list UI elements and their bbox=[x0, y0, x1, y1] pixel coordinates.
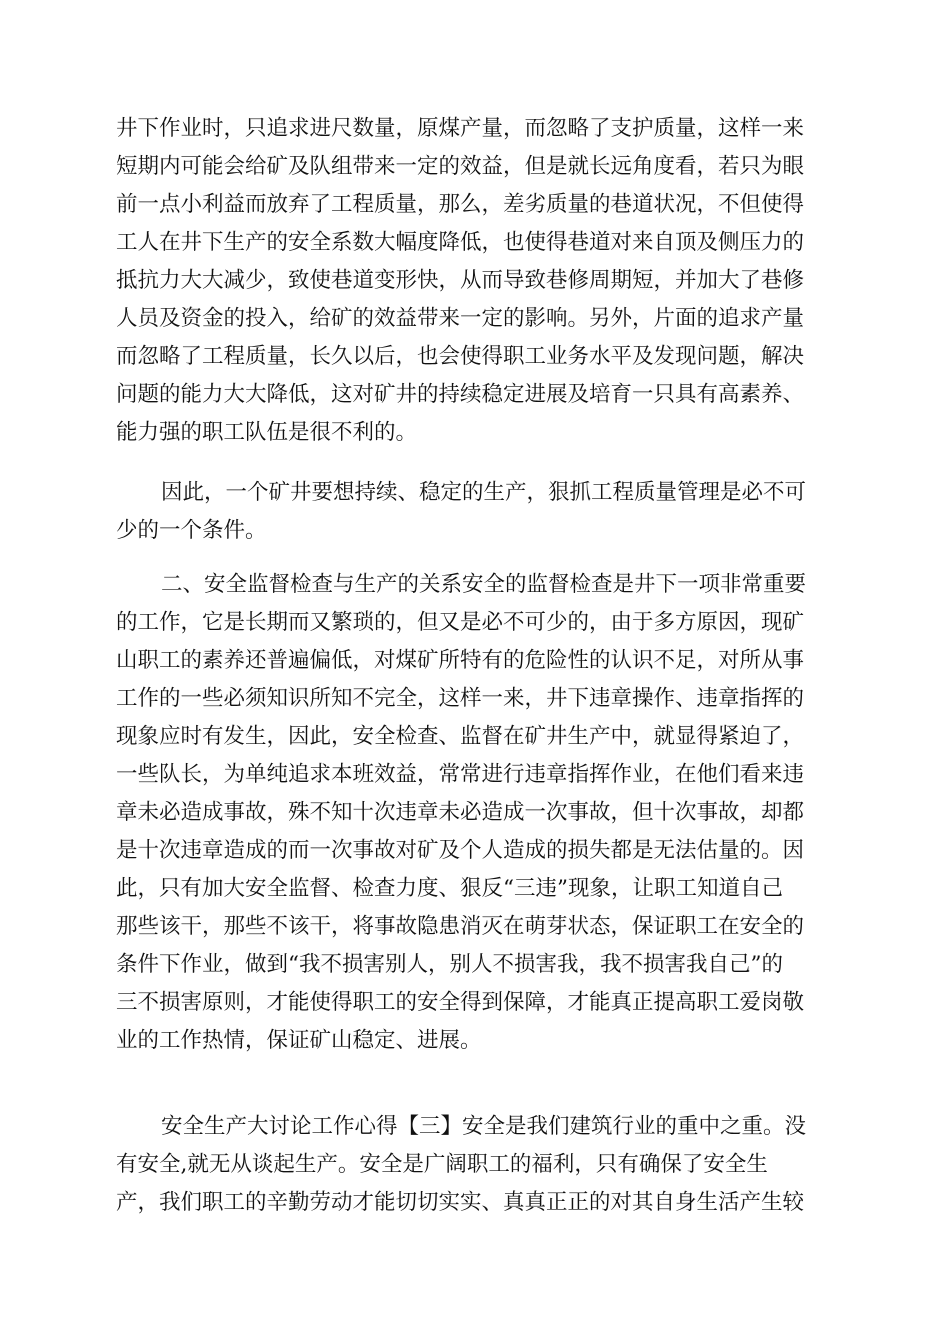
text-line: 短期内可能会给矿及队组带来一定的效益，但是就长远角度看，若只为眼 bbox=[116, 154, 805, 179]
text-line: 安全生产大讨论工作心得【三】安全是我们建筑行业的重中之重。没 bbox=[161, 1114, 807, 1139]
text-line: 二、安全监督检查与生产的关系安全的监督检查是井下一项非常重要 bbox=[161, 572, 807, 597]
text-line: 而忽略了工程质量，长久以后，也会使得职工业务水平及发现问题，解决 bbox=[116, 344, 805, 369]
text-line: 章未必造成事故，殊不知十次违章未必造成一次事故，但十次事故，却都 bbox=[116, 800, 805, 825]
text-line: 前一点小利益而放弃了工程质量，那么，差劣质量的巷道状况，不但使得 bbox=[116, 192, 805, 217]
text-line: 那些该干，那些不该干，将事故隐患消灭在萌芽状态，保证职工在安全的 bbox=[116, 914, 805, 939]
text-line: 问题的能力大大降低，这对矿井的持续稳定进展及培育一只具有高素养、 bbox=[116, 382, 805, 407]
text-line: 工作的一些必须知识所知不完全，这样一来，井下违章操作、违章指挥的 bbox=[116, 686, 805, 711]
text-line: 井下作业时，只追求进尺数量，原煤产量，而忽略了支护质量，这样一来 bbox=[116, 116, 805, 141]
text-line: 抵抗力大大减少，致使巷道变形快，从而导致巷修周期短，并加大了巷修 bbox=[116, 268, 805, 293]
text-line: 条件下作业，做到“我不损害别人，别人不损害我，我不损害我自己”的 bbox=[116, 952, 783, 977]
text-line: 一些队长，为单纯追求本班效益，常常进行违章指挥作业，在他们看来违 bbox=[116, 762, 805, 787]
paragraph-section-two bbox=[116, 566, 836, 1060]
paragraph-conclusion bbox=[116, 474, 836, 550]
text-line: 现象应时有发生，因此，安全检查、监督在矿井生产中，就显得紧迫了， bbox=[116, 724, 805, 749]
text-line: 业的工作热情，保证矿山稳定、进展。 bbox=[116, 1028, 482, 1053]
text-line: 三不损害原则，才能使得职工的安全得到保障，才能真正提高职工爱岗敬 bbox=[116, 990, 805, 1015]
text-line: 的工作，它是长期而又繁琐的，但又是必不可少的，由于多方原因，现矿 bbox=[116, 610, 805, 635]
text-line: 能力强的职工队伍是很不利的。 bbox=[116, 420, 418, 445]
text-line: 产，我们职工的辛勤劳动才能切切实实、真真正正的对其自身生活产生较 bbox=[116, 1190, 805, 1215]
text-line: 工人在井下生产的安全系数大幅度降低，也使得巷道对来自顶及侧压力的 bbox=[116, 230, 805, 255]
paragraph-quality-neglect bbox=[116, 110, 836, 452]
paragraph-reflection-three bbox=[116, 1108, 836, 1222]
text-line: 此，只有加大安全监督、检查力度、狠反“三违”现象，让职工知道自己 bbox=[116, 876, 783, 901]
text-line: 人员及资金的投入，给矿的效益带来一定的影响。另外，片面的追求产量 bbox=[116, 306, 805, 331]
text-line: 是十次违章造成的而一次事故对矿及个人造成的损失都是无法估量的。因 bbox=[116, 838, 805, 863]
text-line: 山职工的素养还普遍偏低，对煤矿所特有的危险性的认识不足，对所从事 bbox=[116, 648, 805, 673]
text-line: 有安全,就无从谈起生产。安全是广阔职工的福利，只有确保了安全生 bbox=[116, 1152, 768, 1177]
text-line: 少的一个条件。 bbox=[116, 518, 267, 543]
text-line: 因此，一个矿井要想持续、稳定的生产，狠抓工程质量管理是必不可 bbox=[161, 480, 807, 505]
